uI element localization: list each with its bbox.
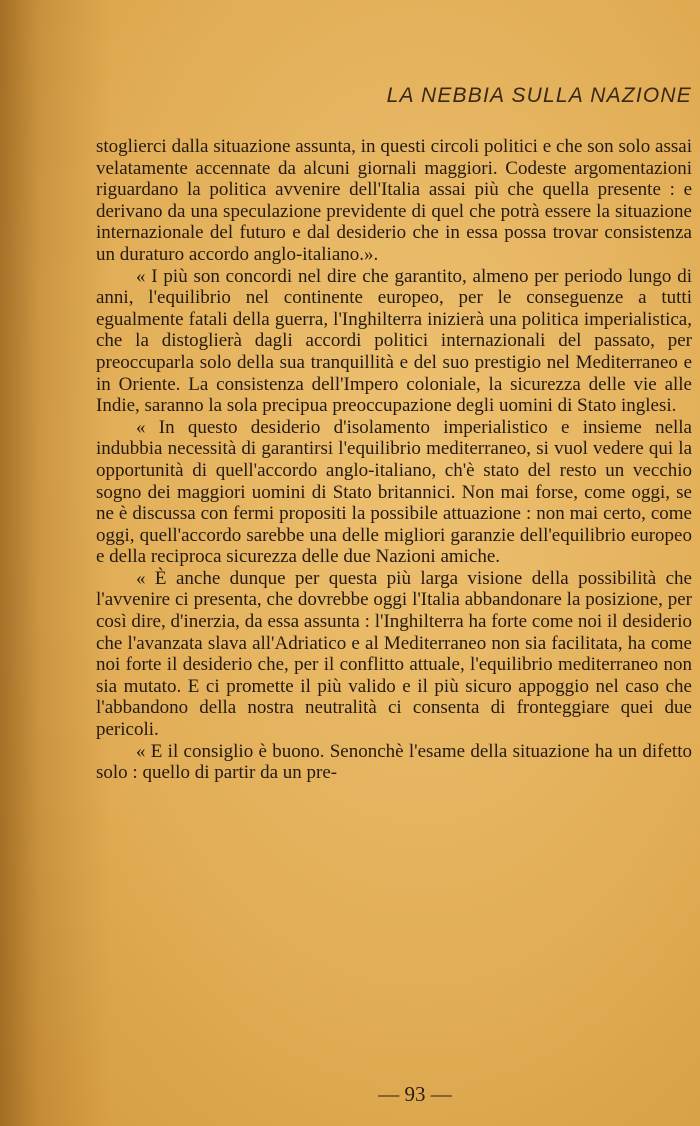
paragraph: stoglierci dalla situazione assunta, in questi circoli politici e che son solo assai velatamente accennate da alcuni giornali maggiori. Codeste argomentazioni riguardano la politica avvenire dell'Italia assai più che quella presente : e derivano da una speculazione previdente di quel che potrà essere la situazione internazionale del futuro e dal desiderio che in essa possa trovar consistenza un duraturo accordo anglo-italiano.». [96,136,692,265]
body-text [96,136,692,784]
page-number-wrap [0,1082,700,1107]
paragraph: « È anche dunque per questa più larga visione della possibilità che l'avvenire ci presenta, che dovrebbe oggi l'Italia abbandonare la posizione, per così dire, d'inerzia, da essa assunta : l'Inghilterra ha forte come noi il desiderio che l'avanzata slava all'Adriatico e al Mediterraneo non sia facilitata, ha come noi forte il desiderio che, per il conflitto attuale, l'equilibrio mediterraneo non sia mutato. E ci promette il più valido e il più sicuro appoggio nel caso che l'abbandono della nostra neutralità ci consenta di fronteggiare quei due pericoli. [96,567,692,741]
running-head: LA NEBBIA SULLA NAZIONE [386,84,692,107]
page-number: — 93 — [378,1082,452,1106]
paragraph: « In questo desiderio d'isolamento imperialistico e insieme nella indubbia necessità di garantirsi l'equilibrio mediterraneo, si vuol vedere qui la opportunità di quell'accordo anglo-italiano, ch'è stato del resto un vecchio sogno dei maggiori uomini di Stato britannici. Non mai forse, come oggi, se ne è discussa con fermi propositi la possibile attuazione : non mai certo, come oggi, quell'accordo sarebbe una delle migliori garanzie dell'equilibrio europeo e della reciproca sicurezza delle due Nazioni amiche. [96,416,692,568]
paragraph: « I più son concordi nel dire che garantito, almeno per periodo lungo di anni, l'equilibrio nel continente europeo, per le conseguenze a tutti egualmente fatali della guerra, l'Inghilterra inizierà una politica imperialistica, che la distoglierà dagli accordi politici internazionali del passato, per preoccuparla solo della sua tranquillità e del suo prestigio nel Mediterraneo e in Oriente. La consistenza dell'Impero coloniale, la sicurezza delle vie alle Indie, saranno la sola precipua preoccupazione degli uomini di Stato inglesi. [96,265,692,417]
paragraph: « E il consiglio è buono. Senonchè l'esame della situazione ha un difetto solo : quello di partir da un pre- [96,740,692,784]
